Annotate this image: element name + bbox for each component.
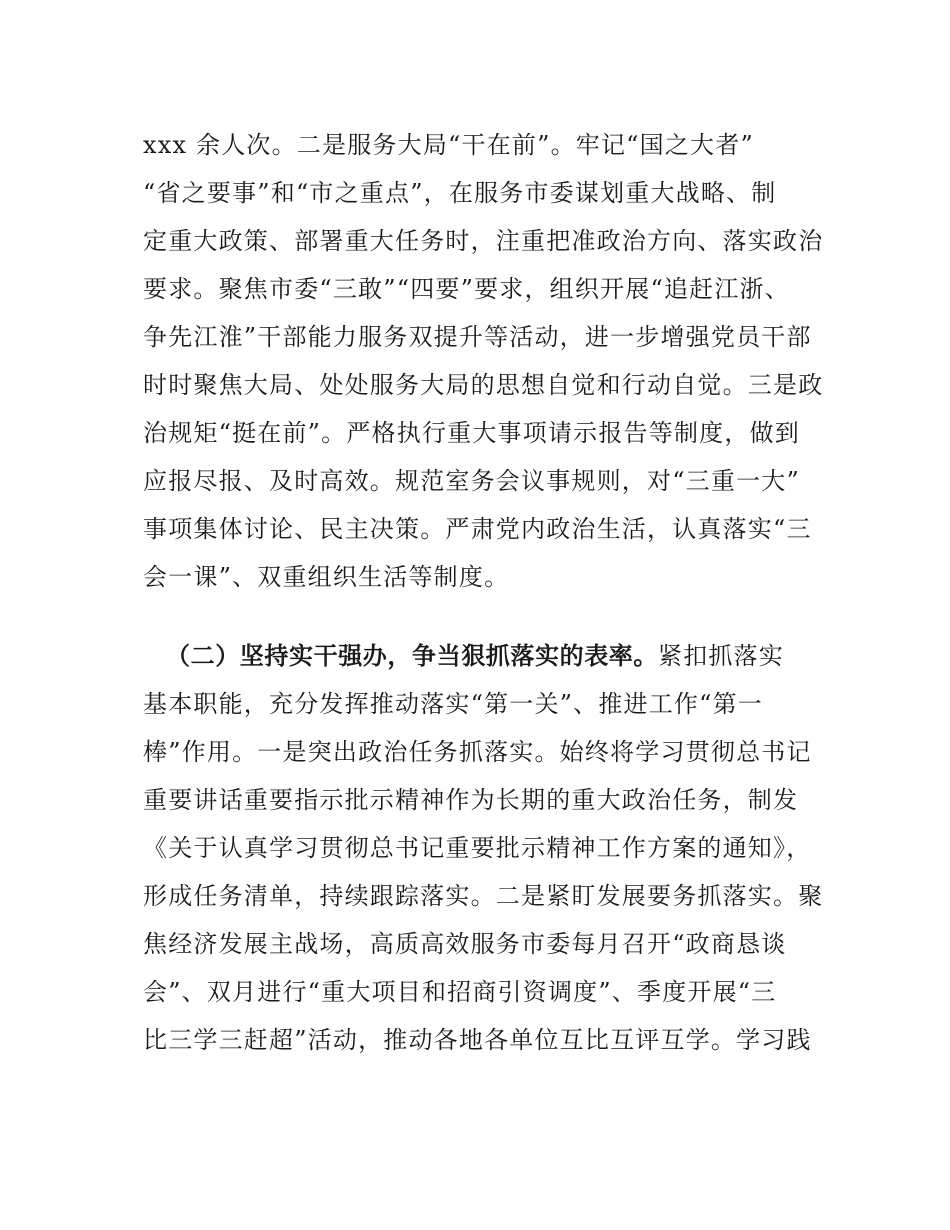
text-span: 紧扣抓落实 [658,642,784,670]
text-line: 事项集体讨论、民主决策。严肃党内政治生活，认真落实“三 [143,515,812,543]
text-line: 争先江淮”干部能力服务双提升等活动，进一步增强党员干部 [143,323,812,351]
text-line: 《关于认真学习贯彻总书记重要批示精神工作方案的通知》， [143,834,812,862]
text-line: 治规矩“挺在前”。严格执行重大事项请示报告等制度，做到 [143,419,800,447]
text-line-first [166,636,846,676]
text-line: 要求。聚焦市委“三敢”“四要”要求，组织开展“追赶江浙、 [143,275,790,303]
text-line: 定重大政策、部署重大任务时，注重把准政治方向、落实政治 [143,227,824,255]
text-line: 焦经济发展主战场，高质高效服务市委每月召开“政商恳谈 [143,930,787,958]
text-line: 形成任务清单，持续跟踪落实。二是紧盯发展要务抓落实。聚 [143,882,824,910]
text-line: 重要讲话重要指示批示精神作为长期的重大政治任务，制发 [143,786,799,814]
text-line: 会一课”、双重组织生活等制度。 [143,563,510,591]
text-line: 棒”作用。一是突出政治任务抓落实。始终将学习贯彻总书记 [143,738,812,766]
text-line: 时时聚焦大局、处处服务大局的思想自觉和行动自觉。三是政 [143,371,824,399]
text-line: “省之要事”和“市之重点”，在服务市委谋划重大战略、制 [143,179,777,207]
text-line: 比三学三赶超”活动，推动各地各单位互比互评互学。学习践 [143,1026,812,1054]
text-line: 应报尽报、及时高效。规范室务会议事规则，对“三重一大” [143,467,800,495]
text-line: 会”、双月进行“重大项目和招商引资调度”、季度开展“三 [143,978,777,1006]
section-heading: （二）坚持实干强办，争当狠抓落实的表率。 [166,642,658,670]
text-line: 基本职能，充分发挥推动落实“第一关”、推进工作“第一 [143,690,764,718]
text-line: xxx 余人次。二是服务大局“干在前”。牢记“国之大者” [143,131,754,159]
